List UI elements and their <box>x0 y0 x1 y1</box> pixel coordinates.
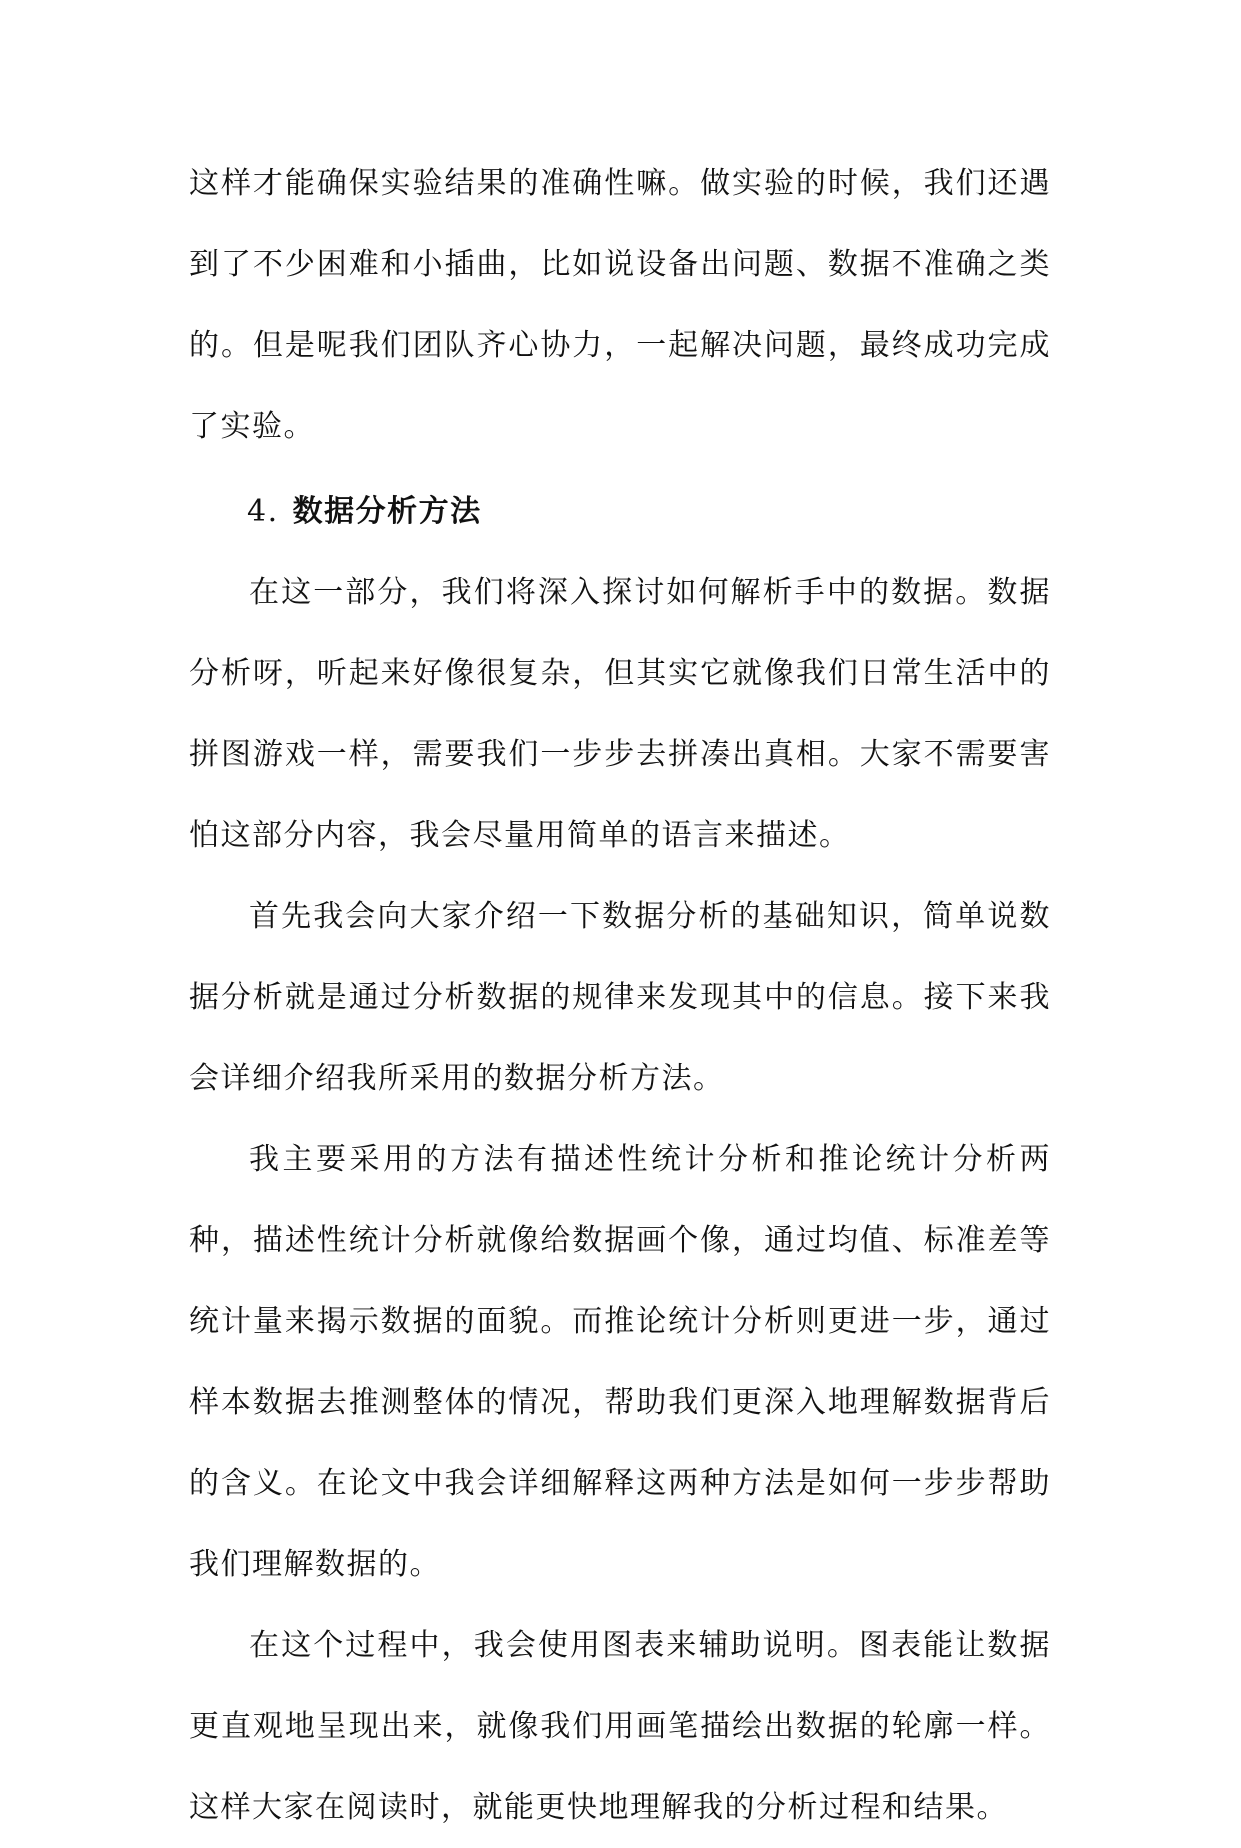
paragraph-methods: 我主要采用的方法有描述性统计分析和推论统计分析两种，描述性统计分析就像给数据画个像，通过均值、标准差等统计量来揭示数据的面貌。而推论统计分析则更进一步，通过样本数据去推测整体的情况，帮助我们更深入地理解数据背后的含义。在论文中我会详细解释这两种方法是如何一步步帮助我们理解数据的。 <box>189 1142 1051 1582</box>
paragraph-intro: 在这一部分，我们将深入探讨如何解析手中的数据。数据分析呀，听起来好像很复杂，但其实它就像我们日常生活中的拼图游戏一样，需要我们一步步去拼凑出真相。大家不需要害怕这部分内容，我会尽量用简单的语言来描述。 <box>189 575 1051 853</box>
continuation-paragraph: 这样才能确保实验结果的准确性嘛。做实验的时候，我们还遇到了不少困难和小插曲，比如说设备出问题、数据不准确之类的。但是呢我们团队齐心协力，一起解决问题，最终成功完成了实验。 <box>189 166 1051 444</box>
section-number: 4. <box>247 494 279 529</box>
paragraph-charts: 在这个过程中，我会使用图表来辅助说明。图表能让数据更直观地呈现出来，就像我们用画笔描绘出数据的轮廓一样。这样大家在阅读时，就能更快地理解我的分析过程和结果。 <box>189 1628 1051 1825</box>
section-title: 数据分析方法 <box>292 494 482 529</box>
paragraph-basics: 首先我会向大家介绍一下数据分析的基础知识，简单说数据分析就是通过分析数据的规律来发现其中的信息。接下来我会详细介绍我所采用的数据分析方法。 <box>189 899 1051 1096</box>
section-heading <box>189 471 1051 552</box>
document-body <box>189 143 1051 1848</box>
